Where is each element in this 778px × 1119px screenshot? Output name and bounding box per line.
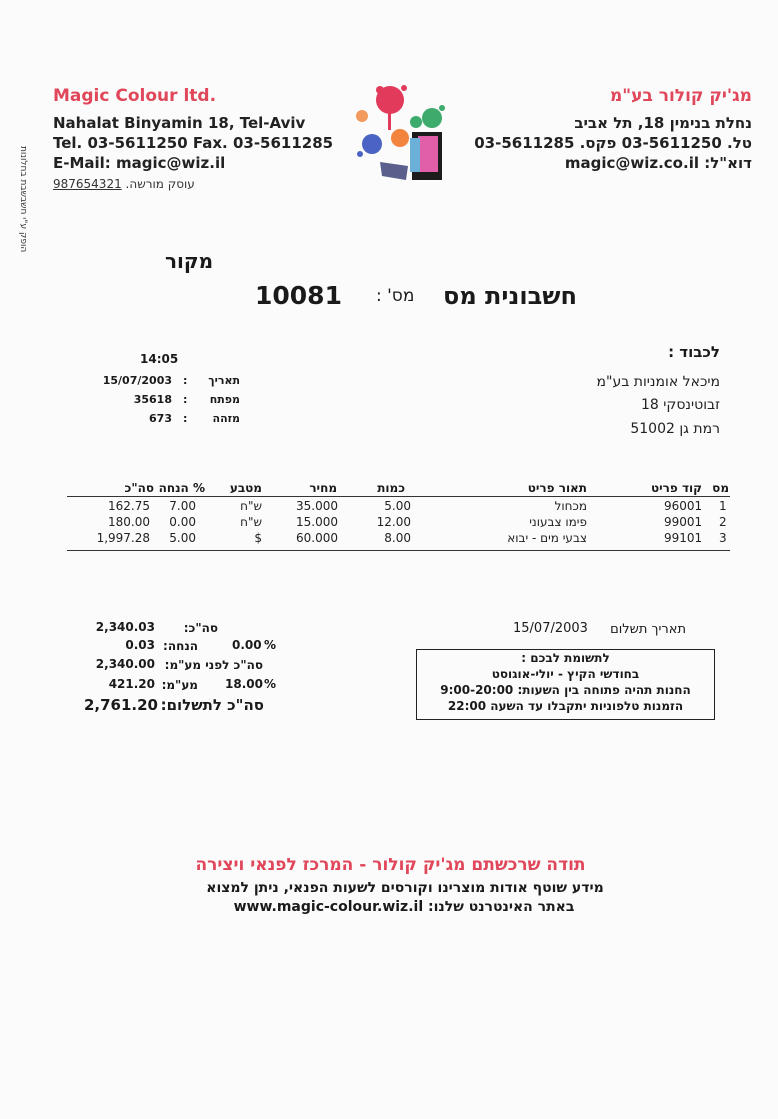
notice-line-1: לתשומת לבכם : (521, 651, 610, 665)
company-email-en: E-Mail: magic@wiz.il (53, 154, 226, 172)
cell-price: 15.000 (296, 515, 338, 529)
col-header-code: קוד פריט (651, 481, 702, 495)
vat-label: מע"מ: (161, 678, 198, 692)
email-value-he: magic@wiz.co.il (564, 154, 699, 172)
notice-line-4: הזמנות טלפוניות יתקבלו עד השעה 22:00 (447, 699, 684, 713)
invoice-time: 14:05 (140, 352, 179, 366)
meta-sep: : (183, 374, 188, 387)
vat-pct-sign: % (264, 677, 277, 691)
company-name-he: מג'יק קולור בע"מ (609, 86, 752, 106)
company-address-he: נחלת בנימין 18, תל אביב (574, 114, 752, 132)
discount-value: 0.03 (125, 638, 155, 652)
col-header-discount: % הנחה (158, 481, 205, 495)
cell-total: 162.75 (108, 499, 150, 513)
total-pay-value: 2,761.20 (83, 696, 158, 714)
customer-name: מיכאל אומניות בע"מ (596, 374, 720, 390)
meta-id-value: 673 (149, 412, 172, 425)
meta-key-value: 35618 (133, 393, 172, 406)
cell-currency: ש"ח (240, 515, 262, 529)
customer-street: זבוטינסקי 18 (641, 397, 720, 413)
payment-date-label: תאריך תשלום (610, 622, 686, 637)
cell-num: 2 (719, 515, 727, 529)
company-phones-he: טל. 03-5611250 פקס. 03-5611285 (474, 134, 752, 152)
col-header-num: מס (712, 481, 729, 495)
company-email-he (565, 154, 752, 172)
col-header-qty: כמות (377, 481, 405, 495)
discount-pct-sign: % (264, 638, 277, 652)
col-header-price: מחיר (309, 481, 337, 495)
osek-line (53, 177, 195, 191)
notice-line-3: החנות תהיה פתוחה בין השעות: 9:00-20:00 (440, 683, 691, 697)
cell-qty: 12.00 (376, 515, 411, 529)
footer-thanks: תודה שרכשתם מג'יק קולור - המרכז לפנאי ויצירה (195, 855, 586, 875)
copy-label: מקור (165, 249, 214, 273)
table-header-rule (67, 496, 730, 497)
company-name-en: Magic Colour ltd. (53, 86, 217, 106)
cell-currency: ש"ח (240, 499, 262, 513)
cell-num: 3 (719, 531, 727, 545)
cell-total: 1,997.28 (96, 531, 150, 545)
cell-desc: צבעי מים - יבוא (507, 531, 587, 545)
cell-qty: 8.00 (384, 531, 411, 545)
meta-date-label: תאריך (208, 374, 240, 387)
meta-sep: : (183, 412, 188, 425)
vat-pct: 18.00 (225, 677, 263, 691)
invoice-number-label: מס' : (376, 286, 415, 306)
paint-splash-logo (352, 80, 452, 190)
cell-discount: 7.00 (169, 499, 196, 513)
vat-value: 421.20 (108, 677, 155, 691)
company-address-en: Nahalat Binyamin 18, Tel-Aviv (53, 114, 306, 132)
cell-price: 35.000 (296, 499, 338, 513)
cell-currency: $ (254, 531, 262, 545)
customer-city: רמת גן 51002 (630, 421, 720, 437)
osek-label: עוסק מורשה. (125, 177, 195, 191)
cell-code: 96001 (664, 499, 703, 513)
footer-info-1: מידע שוטף אודות מוצרינו וקורסים לשעות הפנאי, ניתן למצוא (206, 880, 604, 896)
vertical-software-note: הופק ע"י חשבשבת בחלונות (18, 146, 28, 253)
cell-qty: 5.00 (384, 499, 411, 513)
to-label: לכבוד : (668, 343, 720, 361)
discount-label: הנחה: (163, 639, 198, 653)
payment-date-value: 15/07/2003 (513, 621, 588, 636)
cell-num: 1 (719, 499, 727, 513)
cell-code: 99101 (664, 531, 703, 545)
col-header-total: סה"כ (124, 481, 154, 495)
discount-pct: 0.00 (232, 638, 262, 652)
subtotal-value: 2,340.03 (95, 620, 155, 634)
col-header-currency: מטבע (229, 481, 262, 495)
cell-desc: מכחול (554, 499, 587, 513)
col-header-desc: תאור פריט (527, 481, 587, 495)
cell-total: 180.00 (108, 515, 150, 529)
invoice-title: חשבונית מס (443, 282, 577, 310)
footer-info-2: באתר האינטרנט שלנו: www.magic-colour.wiz.il (233, 899, 575, 915)
meta-key-label: מפתח (209, 393, 240, 406)
table-bottom-rule (67, 550, 730, 551)
cell-discount: 5.00 (169, 531, 196, 545)
meta-date-value: 15/07/2003 (102, 374, 172, 387)
before-vat-label: סה"כ לפני מע"מ: (164, 658, 263, 672)
invoice-number: 10081 (255, 281, 342, 310)
before-vat-value: 2,340.00 (95, 657, 155, 671)
meta-id-label: מזהה (212, 412, 240, 425)
notice-line-2: בחודשי הקיץ - יולי-אוגוסט (491, 667, 640, 681)
email-label-he: דוא"ל: (704, 154, 752, 172)
cell-price: 60.000 (296, 531, 338, 545)
subtotal-label: סה"כ: (183, 621, 218, 635)
osek-number: 987654321 (53, 177, 122, 191)
company-phones-en: Tel. 03-5611250 Fax. 03-5611285 (53, 134, 334, 152)
total-pay-label: סה"כ לתשלום: (160, 696, 264, 714)
cell-desc: פימו צבעוני (529, 515, 587, 529)
cell-code: 99001 (664, 515, 703, 529)
cell-discount: 0.00 (169, 515, 196, 529)
meta-sep: : (183, 393, 188, 406)
